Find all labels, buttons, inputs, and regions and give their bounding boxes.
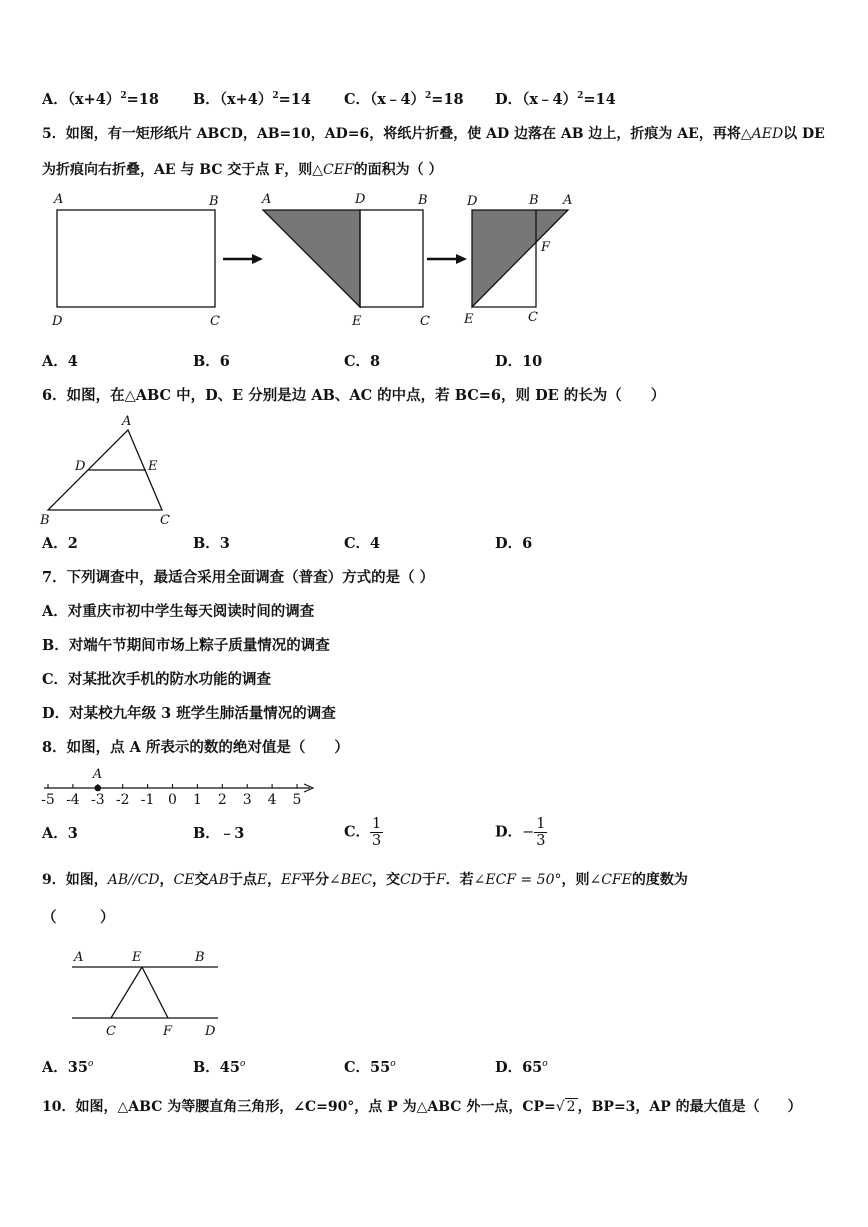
q6-text: 6．如图，在△ABC 中，D、E 分别是边 AB、AC 的中点，若 BC=6，则 DE 的长为（ ） — [42, 387, 666, 404]
q8-tick-label: 3 — [242, 792, 252, 808]
q6-label-a: A — [122, 414, 132, 429]
q10-text: 10．如图，△ABC 为等腰直角三角形，∠C=90°，点 P 为△ABC 外一点，CP=√ 2 ，BP=3，AP 的最大值是（ ） — [42, 1099, 802, 1115]
q5-fig2-label-e: E — [352, 314, 362, 329]
q9-segment-ef — [142, 967, 168, 1018]
q5-option-b: B．6 — [193, 353, 230, 370]
q9-label-f: F — [163, 1024, 173, 1039]
q5-option-d: D．10 — [495, 353, 543, 370]
q6-option-d: D．6 — [495, 535, 533, 552]
q9-segment-ce — [111, 967, 142, 1018]
q5-fig3-shaded-triangle — [472, 210, 568, 307]
q8-tick-label: -3 — [90, 792, 105, 808]
q7-option-b: B．对端午节期间市场上粽子质量情况的调查 — [42, 637, 330, 654]
q5-fig2-rectangle — [360, 210, 423, 307]
q9-option-a: A．35$^o$ — [42, 1059, 94, 1076]
q5-fig2-label-b: B — [418, 193, 428, 208]
q5-fig1-label-d: D — [52, 314, 63, 329]
q5-fig1-label-b: B — [209, 194, 219, 209]
q8-tick-label: -4 — [66, 792, 80, 808]
q5-fig1-label-a: A — [54, 192, 64, 207]
q8-tick-label: 0 — [168, 792, 177, 808]
q5-arrowhead-1 — [252, 254, 263, 264]
q6-label-c: C — [160, 513, 170, 528]
q5-fig3-label-a: A — [563, 193, 573, 208]
q8-tick-label: 5 — [292, 792, 302, 808]
q8-tick-label: -5 — [41, 792, 55, 808]
q9-label-a: A — [74, 950, 84, 965]
q6-option-b: B．3 — [193, 535, 230, 552]
q5-fig1-label-c: C — [210, 314, 220, 329]
q9-figure — [0, 940, 240, 1040]
q7-option-c: C．对某批次手机的防水功能的调查 — [42, 671, 272, 688]
q6-option-a: A．2 — [42, 535, 78, 552]
q8-tick-label: 2 — [217, 792, 227, 808]
q6-figure — [0, 410, 200, 530]
q8-option-c: C． $\frac{1}{3}$ — [344, 816, 382, 849]
q9-text-line1: 9．如图，AB//CD，CE交AB于点E，EF平分∠BEC，交CD于F．若∠ECF = 50°，则∠CFE的度数为 — [42, 872, 688, 888]
q5-fig3-label-e: E — [464, 312, 474, 327]
q9-label-d: D — [205, 1024, 216, 1039]
q5-option-c: C．8 — [344, 353, 381, 370]
q5-fig3-label-c: C — [528, 310, 538, 325]
q7-option-a: A．对重庆市初中学生每天阅读时间的调查 — [42, 603, 315, 620]
q9-label-b: B — [195, 950, 205, 965]
q8-point-a-label: A — [92, 767, 103, 782]
q5-arrowhead-2 — [456, 254, 467, 264]
q6-label-e: E — [148, 459, 158, 474]
q8-point-a — [95, 785, 102, 792]
q5-option-a: A．4 — [42, 353, 78, 370]
q8-option-d: D．− $\frac{1}{3}$ — [495, 816, 546, 849]
q8-tick-label: 4 — [267, 792, 277, 808]
q5-figure — [0, 188, 600, 338]
q8-text: 8．如图，点 A 所表示的数的绝对值是（ ） — [42, 739, 349, 756]
q6-option-c: C．4 — [344, 535, 381, 552]
q8-option-b: B．﹣3 — [193, 825, 245, 842]
q7-text: 7．下列调查中，最适合采用全面调查（普查）方式的是（ ） — [42, 569, 435, 586]
q6-label-b: B — [40, 513, 50, 528]
q8-option-a: A．3 — [42, 825, 78, 842]
q5-fig2-label-d: D — [355, 192, 366, 207]
q9-option-c: C．55$^o$ — [344, 1059, 396, 1076]
q9-option-b: B．45$^o$ — [193, 1059, 246, 1076]
q9-option-d: D．65$^o$ — [495, 1059, 548, 1076]
q5-fig3-label-b: B — [529, 193, 539, 208]
q5-fig3-label-f: F — [541, 240, 551, 255]
q8-number-line — [0, 760, 330, 810]
q5-text-line2: 为折痕向右折叠，AE 与 BC 交于点 F，则△CEF的面积为（ ） — [42, 162, 443, 178]
q5-fig2-label-c: C — [420, 314, 430, 329]
q7-option-d: D．对某校九年级 3 班学生肺活量情况的调查 — [42, 705, 336, 722]
q5-fig3-label-d: D — [467, 194, 478, 209]
q5-fig2-label-a: A — [262, 192, 272, 207]
q6-label-d: D — [75, 459, 86, 474]
q9-text-line2: （ ） — [42, 909, 115, 926]
q4-option-b: B．$(x+4)^2=14$ — [193, 91, 311, 108]
q5-fig2-shaded-triangle — [263, 210, 360, 307]
q8-tick-label: -2 — [115, 792, 130, 808]
q4-option-c: C．（x﹣4）$^2$=18 — [344, 91, 464, 108]
q8-tick-label: 1 — [192, 792, 202, 808]
q9-label-c: C — [106, 1024, 116, 1039]
q5-rectangle-abcd — [57, 210, 215, 307]
q4-option-d: D．（x﹣4）$^2$=14 — [495, 91, 616, 108]
q9-label-e: E — [132, 950, 142, 965]
q5-text-line1: 5．如图，有一矩形纸片 ABCD，AB=10，AD=6，将纸片折叠，使 AD 边落在 AB 边上，折痕为 AE，再将△AED以 DE — [42, 126, 825, 142]
q4-option-a: A．$(x+4)^2=18$ — [42, 91, 159, 108]
q8-tick-label: -1 — [140, 792, 155, 808]
